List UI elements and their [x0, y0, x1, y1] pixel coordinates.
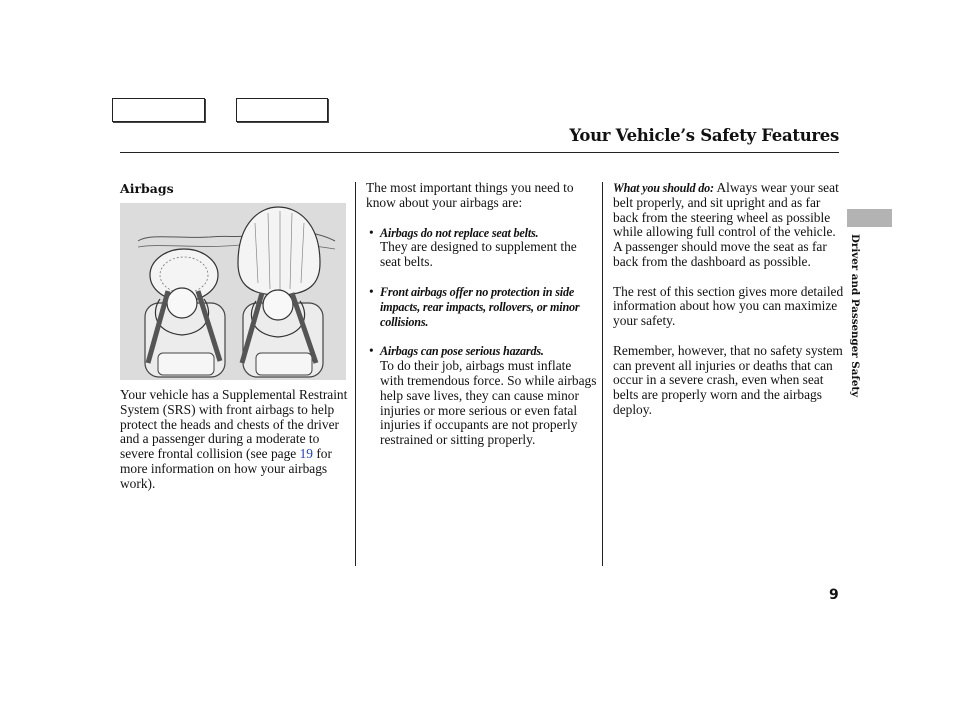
nav-button-next[interactable]: [236, 98, 328, 122]
paragraph-3: Remember, however, that no safety system can prevent all injuries or deaths that can occur in a severe crash, even when seat belts are properly worn and the airbags deploy.: [613, 342, 843, 417]
page-number: 9: [829, 587, 839, 603]
intro-text-a: Your vehicle has a Supplemental Restraint System (SRS) with front airbags to help protect the heads and chests of the driver and a passenger during a moderate to severe frontal collision (see page: [120, 387, 348, 462]
header-rule: [120, 152, 839, 153]
paragraph-1-text: Always wear your seat belt properly, and sit upright and as far back from the steering wheel as possible while allowing full control of the vehicle. A passenger should move the seat as far back from the dashboard as possible.: [613, 180, 839, 269]
column-1-text: [120, 388, 352, 492]
nav-button-previous[interactable]: [112, 98, 205, 122]
bullet-dot: •: [369, 343, 374, 359]
bullet-bold-text: Airbags can pose serious hazards.: [380, 344, 544, 359]
airbag-figure-svg: [120, 203, 346, 380]
intro-text-b: for more information on how your airbags work).: [120, 446, 332, 491]
page-link-19[interactable]: 19: [299, 446, 313, 462]
bullet-dot: •: [369, 224, 374, 240]
column-divider-2: [602, 182, 603, 566]
column-divider-1: [355, 182, 356, 566]
bullet-dot: •: [369, 283, 374, 299]
bullet-item: [366, 226, 598, 270]
side-label-text: Driver and Passenger Safety: [849, 234, 861, 398]
airbag-illustration: [120, 203, 346, 380]
page-title: Your Vehicle’s Safety Features: [569, 126, 839, 145]
bullet-bold-text: Airbags do not replace seat belts.: [380, 225, 539, 240]
key-points-intro: The most important things you need to know about your airbags are:: [366, 180, 574, 210]
bullet-body-text: They are designed to supplement the seat belts.: [380, 239, 577, 270]
airbag-intro-paragraph: [120, 388, 352, 492]
column-2-text: [366, 181, 598, 448]
column-3-text: [613, 181, 845, 418]
bullet-item: [366, 285, 598, 329]
section-side-tab[interactable]: [847, 209, 892, 227]
paragraph-2: The rest of this section gives more detailed information about how you can maximize your safety.: [613, 283, 844, 329]
bullet-item: [366, 344, 598, 448]
what-you-should-do-paragraph: [613, 181, 845, 270]
section-side-label: [845, 234, 869, 398]
section-heading-airbags: Airbags: [120, 181, 174, 196]
bullet-bold-text: Front airbags offer no protection in side impacts, rear impacts, rollovers, or minor collisions.: [380, 284, 580, 329]
lead-bold-text: What you should do:: [613, 181, 714, 195]
bullet-body-text: To do their job, airbags must inflate with tremendous force. So while airbags help save lives, they can cause minor injuries or more serious or even fatal injuries if occupants are not properly restrained or sitting properly.: [380, 358, 597, 448]
